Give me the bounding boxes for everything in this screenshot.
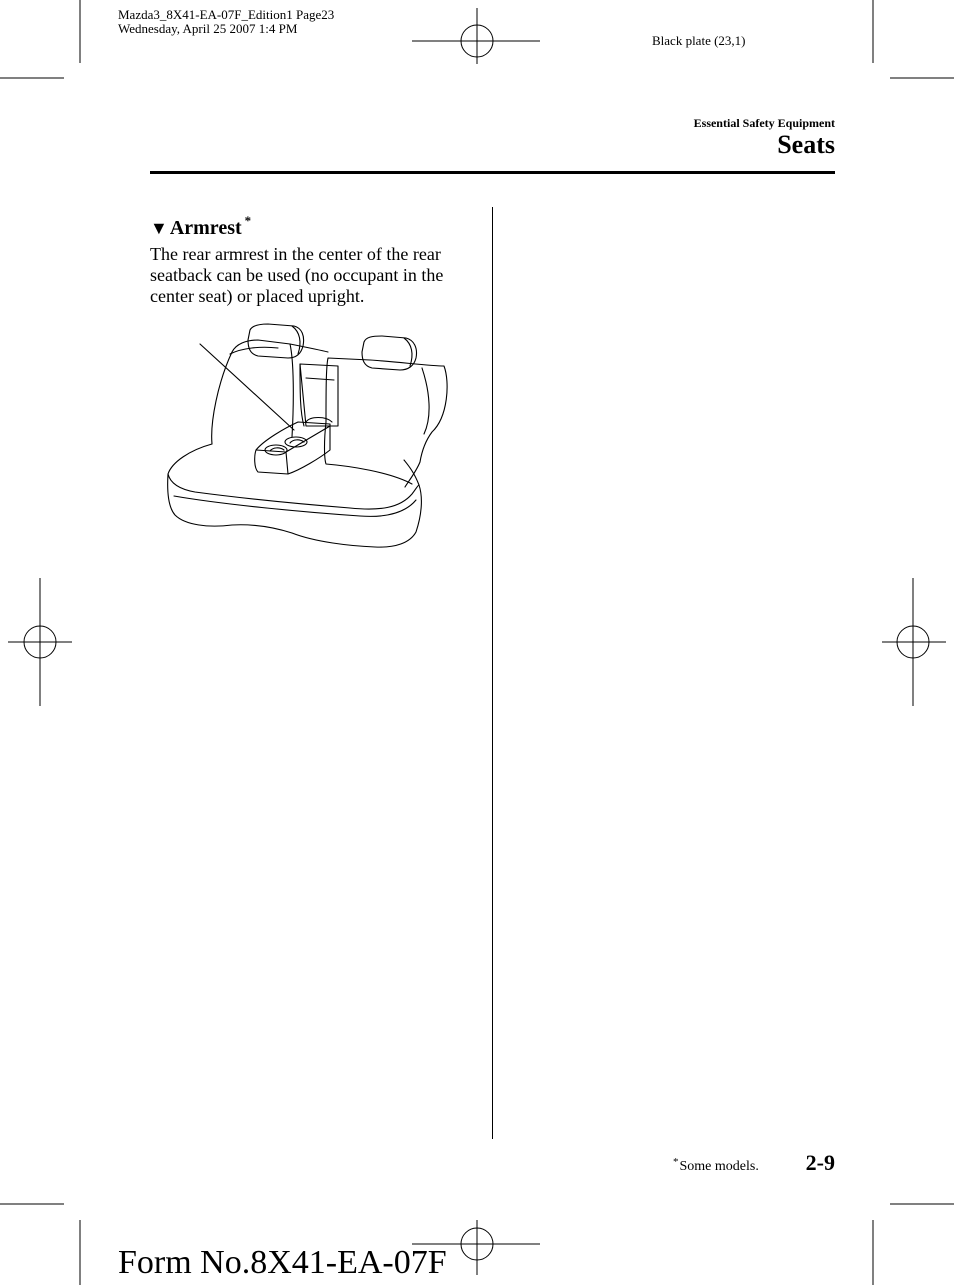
page-number: 2-9 — [805, 1150, 835, 1175]
footnote-text: Some models. — [679, 1159, 759, 1174]
column-divider — [492, 207, 493, 1139]
slug-line-2: Wednesday, April 25 2007 1:4 PM — [118, 21, 298, 36]
armrest-heading — [150, 209, 251, 240]
page-title: Seats — [777, 130, 835, 159]
triangle-marker-icon: ▼ — [150, 218, 168, 238]
plate-label: Black plate (23,1) — [652, 33, 746, 48]
armrest-paragraph: The rear armrest in the center of the rear seatback can be used (no occupant in the center seat) or placed upright. — [150, 244, 444, 306]
form-number: Form No.8X41-EA-07F — [118, 1244, 447, 1281]
asterisk-icon: * — [673, 1156, 679, 1168]
footnote — [673, 1156, 759, 1175]
rear-seat-illustration — [160, 322, 455, 554]
slug-line-1: Mazda3_8X41-EA-07F_Edition1 Page23 — [118, 7, 335, 22]
print-slug — [118, 8, 334, 36]
header-rule — [150, 171, 835, 174]
asterisk-icon: * — [244, 213, 252, 228]
heading-text: Armrest — [169, 217, 242, 239]
section-label: Essential Safety Equipment — [693, 116, 835, 130]
